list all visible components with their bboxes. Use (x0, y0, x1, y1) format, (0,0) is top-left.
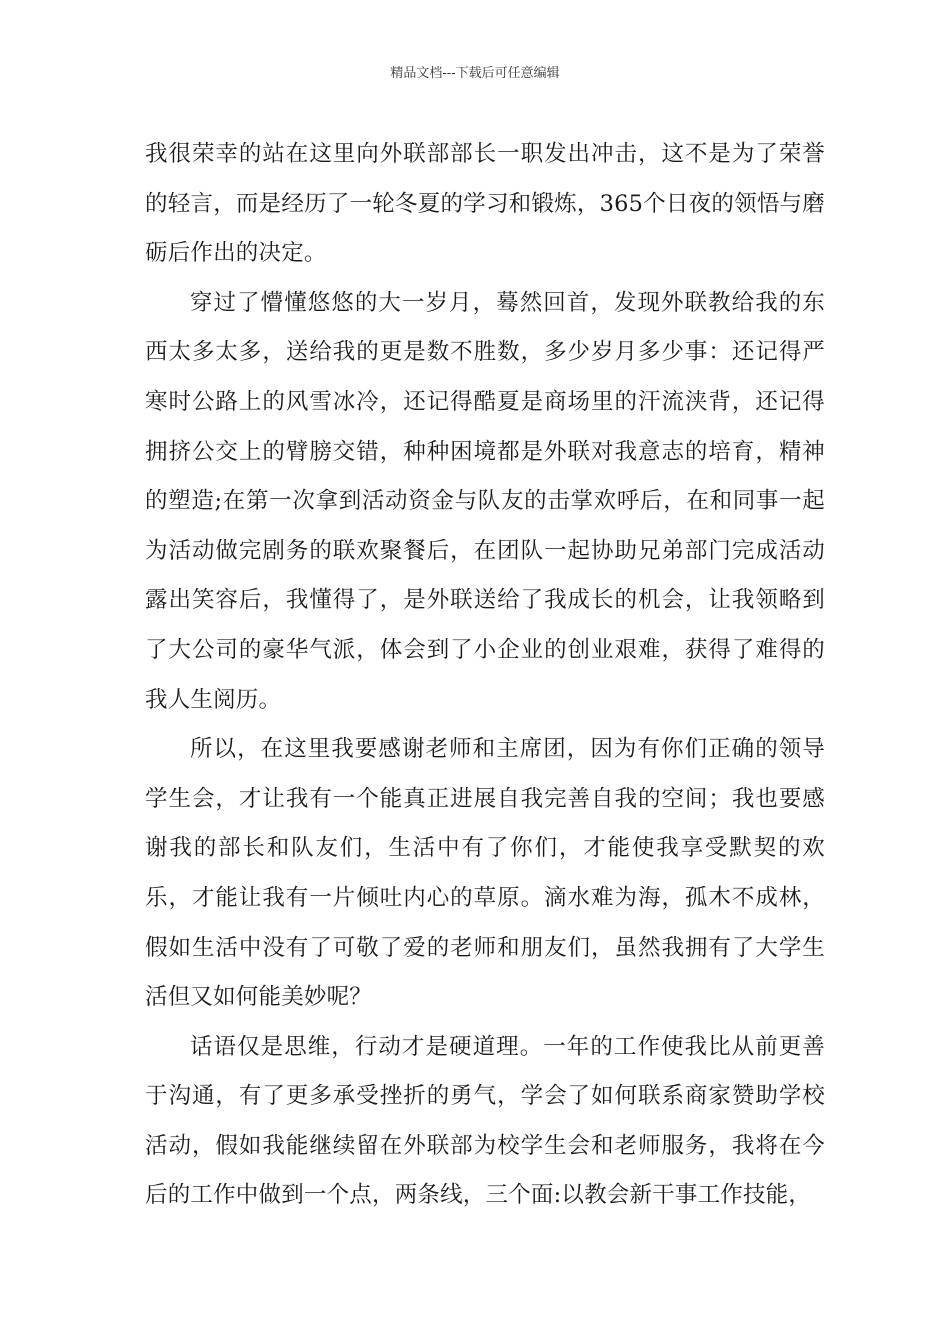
paragraph-1: 我很荣幸的站在这里向外联部部长一职发出冲击，这不是为了荣誉的轻言，而是经历了一轮冬夏的学习和锻炼，365个日夜的领悟与磨砺后作出的决定。 (145, 141, 825, 267)
paragraph-3: 所以，在这里我要感谢老师和主席团，因为有你们正确的领导学生会，才让我有一个能真正进展自我完善自我的空间；我也要感谢我的部长和队友们，生活中有了你们，才能使我享受默契的欢乐，才能让我有一片倾吐内心的草原。滴水难为海，孤木不成林，假如生活中没有了可敬了爱的老师和朋友们，虽然我拥有了大学生活但又如何能美妙呢？ (145, 736, 825, 1011)
paragraph-2: 穿过了懵懂悠悠的大一岁月，蓦然回首，发现外联教给我的东西太多太多，送给我的更是数不胜数，多少岁月多少事：还记得严寒时公路上的风雪冰冷，还记得酷夏是商场里的汗流浃背，还记得拥挤公交上的臂膀交错，种种困境都是外联对我意志的培育，精神的塑造;在第一次拿到活动资金与队友的击掌欢呼后，在和同事一起为活动做完剧务的联欢聚餐后，在团队一起协助兄弟部门完成活动露出笑容后，我懂得了，是外联送给了我成长的机会，让我领略到了大公司的豪华气派，体会到了小企业的创业艰难，获得了难得的我人生阅历。 (145, 289, 825, 713)
page-header: 精品文档---下载后可任意编辑 (390, 66, 560, 81)
document-body (145, 130, 825, 1221)
paragraph-4: 话语仅是思维，行动才是硬道理。一年的工作使我比从前更善于沟通，有了更多承受挫折的勇气，学会了如何联系商家赞助学校活动，假如我能继续留在外联部为校学生会和老师服务，我将在今后的工作中做到一个点，两条线，三个面:以教会新干事工作技能， (145, 1033, 825, 1209)
